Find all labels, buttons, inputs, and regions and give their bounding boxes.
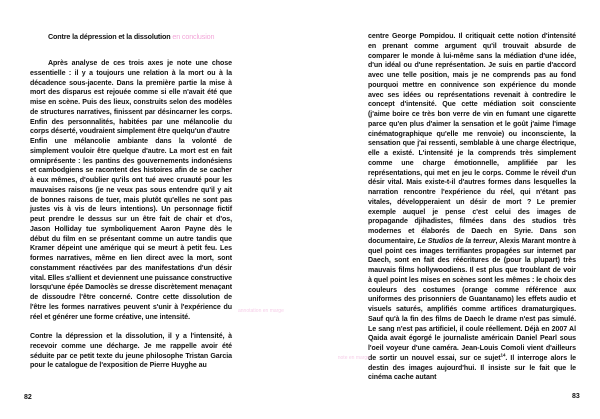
title-accent: en conclusion [172, 32, 215, 41]
footnote-reference[interactable]: 14 [500, 352, 506, 358]
margin-annotation: note en marge [337, 355, 370, 361]
left-body-text [30, 59, 232, 371]
text-run: centre George Pompidou. Il critiquait cette notion d'intensité en prenant comme argument qu'il trouvait absurde de comparer le monde à lui-même sans la médiation d'une idée, d'un idéal ou d'une représentation. Je suis en partie d'accord avec une telle position, mais je ne comprends pas au fond pourquoi mettre en connivence son expérience du monde avec ses idées ou représentations revenait à contredire le concept d'intensité. Que cette médiation soit consciente (j'aime boire ce très bon verre de vin en fumant une cigarette parce qu'en plus d'aimer la sensation et le goût j'aime l'image cinématographique qu'elle me renvoie) ou inconsciente, la sensation que j'ai ressenti, semblable à une charge électrique, elle a existé. L'intensité je la comprends très simplement comme une charge émotionnelle, amplifiée par les représentations, qui met en jeu le corps. Comme le réveil d'un désir vital. Mais existe-t-il d'autres formes dans lesquelles la narration rencontre l'expérience du réel, qui n'étant pas vitales, développeraient un désir de mort ? Le premier exemple auquel je pense c'est celui des images de propagande djihadistes, filmées dans des studios très modernes et élaborés de Daech en Syrie. Dans son documentaire, [368, 33, 576, 245]
paragraph [368, 32, 576, 383]
paragraph: Contre la dépression et la dissolution, il y a l'intensité, à recevoir comme une décharge. Je me rappelle avoir été séduite par ce petit texte du jeune philosophe Tristan Garcia pour le catalogue de l'exposition de Pierre Huyghe au [30, 333, 232, 370]
margin-annotation: annotation en marge [238, 308, 284, 314]
section-title [48, 32, 214, 41]
paragraph: Après analyse de ces trois axes je note une chose essentielle : il y a toujours une relation à la mort ou à la décadence sous-jacente. Dans la première partie la mise à mort des disparus est rejouée comme si elle n'avait été que mise en scène. Puis des lieux, construits selon des modèles de structures narratives, finissent par désincarner les corps. Enfin des personnalités, habitées par une mélancolie du corps déserté, voudraient simplement être quelqu'un d'autre [30, 60, 232, 136]
text-run: . Il interroge alors le destin des images aujourd'hui. Il insiste sur le fait que le cinéma cache autant [368, 354, 576, 382]
right-body-text [368, 32, 576, 383]
film-title: Le Studios de la terreur [417, 237, 496, 245]
text-run: , Alexis Marant montre à quel point ces images terrifiantes propagées sur internet par Daech, sont en fait des réécritures de (pour la plupart) très mauvais films hollywoodiens. Il est plus que troublant de voir à quel point les mises en scènes sont les mêmes : le choix des couleurs des costumes (orange comme référence aux uniformes des prisonniers de Guantanamo) les effets audio et visuels saturés, amplifiés comme artifices dramaturgiques. Sauf qu'à la fin des films de Daech le drame n'est pas simulé. Le sang n'est pas artificiel, il coule réellement. Déjà en 2007 Al Qaida avait égorgé le journaliste américain Daniel Pearl sous l'oeil voyeur d'une caméra. Jean-Louis Comoli vient d'ailleurs de sortir un nouvel essai, sur ce sujet [368, 237, 576, 362]
page-number: 82 [24, 394, 32, 401]
page-number: 83 [572, 393, 580, 400]
right-page [300, 0, 600, 419]
title-main: Contre la dépression et la dissolution [48, 32, 171, 41]
paragraph: Enfin une mélancolie ambiante dans la volonté de simplement vouloir être quelque d'autre. La mort est en fait omniprésente : les pantins des gouvernements indonésiens et cambodgiens se racontent des histoires afin de se cacher à eux mêmes, d'oublier qu'ils ont tué avec cruauté pour les mauvaises raisons (je ne veux pas sous entendre qu'il y ait de bonnes raisons de tuer, mais plutôt qu'elles ne sont pas justes vis à vis de leurs intentions). Un personnage fictif peut prendre le dessus sur un être fait de chair et d'os, Jason Holliday tue symboliquement Aaron Payne dès le début du film en se présentant comme un autre tandis que Kramer dépeint une amérique qui se meurt à petit feu. Les formes narratives, même en lien direct avec la mort, sont constamment réactivées par des manifestations d'un désir vital. Elles s'allient et deviennent une puissance constructive lorsqu'une épée Damoclès se dresse discrètement menaçant de dissoudre l'être concerné. Contre cette dissolution de l'être les formes narratives peuvent s'unir à l'expérience du réel et générer une forme créative, une intensité. [30, 138, 232, 321]
